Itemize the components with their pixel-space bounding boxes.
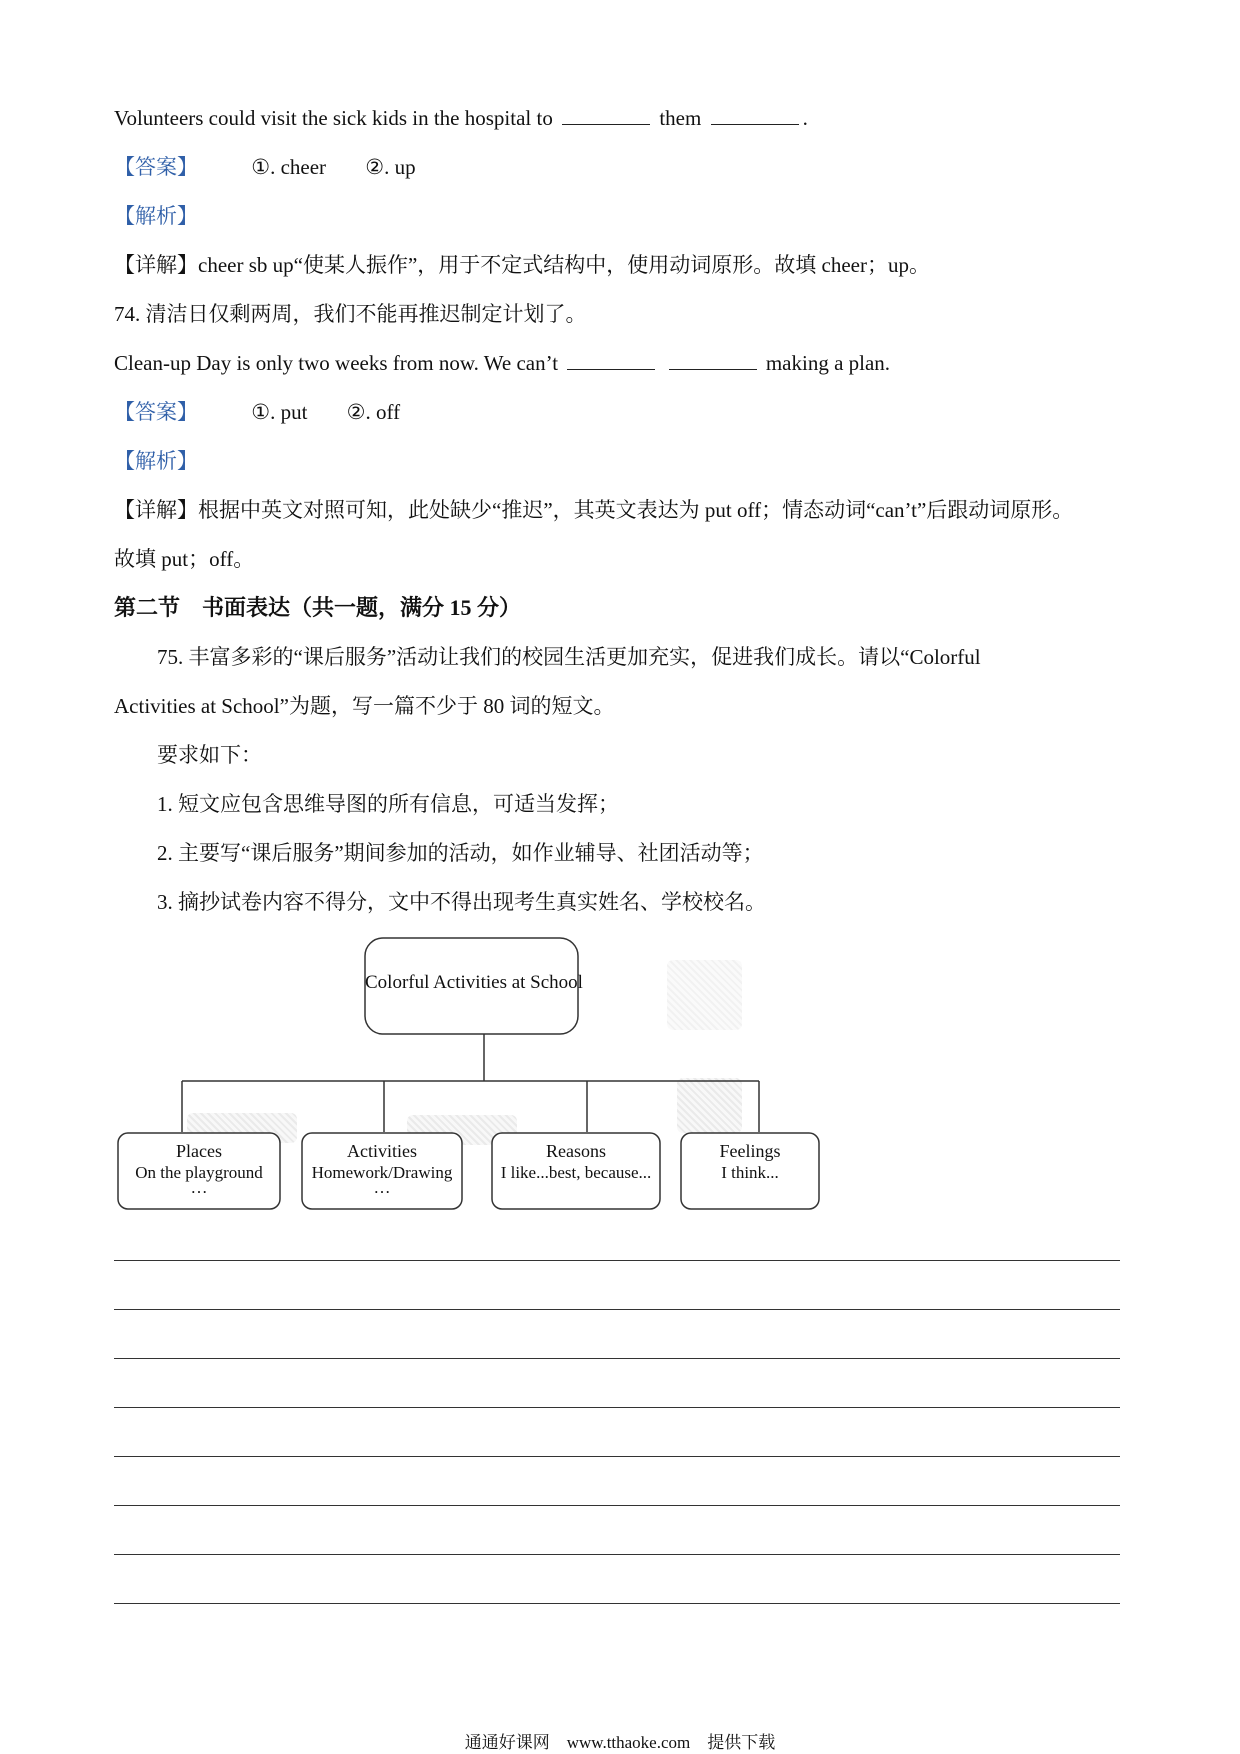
- node-line1: On the playground: [135, 1163, 263, 1182]
- q75-prompt-line1: 75. 丰富多彩的“课后服务”活动让我们的校园生活更加充实，促进我们成长。请以“Colorful: [157, 645, 981, 669]
- requirement-2: 2. 主要写“课后服务”期间参加的活动，如作业辅导、社团活动等；: [157, 841, 764, 865]
- node-title: Reasons: [546, 1141, 606, 1161]
- writing-line[interactable]: [114, 1505, 1120, 1506]
- node-title: Feelings: [719, 1141, 781, 1161]
- writing-line[interactable]: [114, 1603, 1120, 1604]
- q74-detail-text: 根据中英文对照可知，此处缺少“推迟”，其英文表达为 put off；情态动词“can’t”后跟动词原形。: [198, 498, 1074, 522]
- page-footer: 通通好课网 www.tthaoke.com 提供下载: [464, 1733, 776, 1752]
- q74-detail: [114, 496, 1073, 524]
- mind-map-node-places: [118, 1141, 280, 1197]
- q75-prompt-line2: Activities at School”为题，写一篇不少于 80 词的短文。: [114, 694, 615, 718]
- mind-map-node-reasons: [492, 1141, 660, 1183]
- q73-sentence-part-c: .: [802, 106, 808, 130]
- node-line1: I think...: [721, 1163, 779, 1182]
- section-heading: 第二节 书面表达（共一题，满分 15 分）: [114, 595, 522, 620]
- q73-blank-1: [562, 106, 650, 125]
- requirement-3: 3. 摘抄试卷内容不得分，文中不得出现考生真实姓名、学校校名。: [157, 890, 766, 914]
- q74-blank-1: [567, 351, 655, 370]
- mind-map-node-feelings: [681, 1141, 819, 1183]
- q73-answer-2: ②. up: [365, 155, 416, 179]
- q73-detail-tag: 【详解】: [114, 253, 198, 277]
- mind-map-node-activities: [302, 1141, 462, 1197]
- q74-detail-cont: 故填 put；off。: [114, 547, 255, 571]
- q74-blank-2: [669, 351, 757, 370]
- writing-line[interactable]: [114, 1554, 1120, 1555]
- writing-line[interactable]: [114, 1456, 1120, 1457]
- node-line1: Homework/Drawing: [311, 1163, 453, 1182]
- q74-chinese-prompt: 74. 清洁日仅剩两周，我们不能再推迟制定计划了。: [114, 302, 587, 326]
- q73-sentence-part-b: them: [659, 106, 702, 130]
- q73-sentence: [114, 104, 808, 132]
- q73-detail: [114, 251, 930, 279]
- writing-line[interactable]: [114, 1260, 1120, 1261]
- requirements-title: 要求如下：: [157, 743, 262, 767]
- q74-answer-1: ①. put: [251, 400, 308, 424]
- q74-sentence: [114, 349, 890, 377]
- q73-answer-tag: 【答案】: [114, 155, 198, 179]
- writing-line[interactable]: [114, 1358, 1120, 1359]
- node-title: Activities: [347, 1141, 417, 1161]
- mind-map: [112, 930, 832, 1210]
- q74-answer: [114, 398, 400, 426]
- q74-sentence-part-a: Clean-up Day is only two weeks from now. We can’t: [114, 351, 559, 375]
- q73-sentence-part-a: Volunteers could visit the sick kids in the hospital to: [114, 106, 553, 130]
- q74-sentence-part-b: making a plan.: [765, 351, 891, 375]
- q74-detail-tag: 【详解】: [114, 498, 198, 522]
- q74-answer-tag: 【答案】: [114, 400, 198, 424]
- requirement-1: 1. 短文应包含思维导图的所有信息，可适当发挥；: [157, 792, 619, 816]
- q73-answer: [114, 153, 416, 181]
- q74-answer-2: ②. off: [346, 400, 401, 424]
- q73-blank-2: [711, 106, 799, 125]
- node-title: Places: [176, 1141, 222, 1161]
- q73-answer-1: ①. cheer: [251, 155, 327, 179]
- q73-detail-text: cheer sb up“使某人振作”，用于不定式结构中，使用动词原形。故填 cheer；up。: [198, 253, 930, 277]
- writing-line[interactable]: [114, 1309, 1120, 1310]
- node-line2: …: [373, 1178, 391, 1197]
- node-line2: …: [190, 1178, 208, 1197]
- node-line1: I like...best, because...: [500, 1163, 652, 1182]
- q73-analysis-tag: 【解析】: [114, 204, 198, 228]
- mind-map-root-label: Colorful Activities at School: [365, 972, 583, 993]
- writing-line[interactable]: [114, 1407, 1120, 1408]
- q74-analysis-tag: 【解析】: [114, 449, 198, 473]
